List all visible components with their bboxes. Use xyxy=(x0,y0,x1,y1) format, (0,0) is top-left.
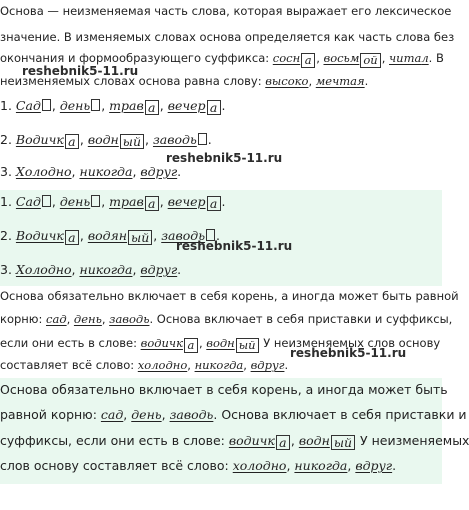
zero-ending-box xyxy=(198,133,207,145)
definition-line-4: неизменяемых словах основа равна слову: высоко, мечтая. xyxy=(0,74,369,88)
example-word-mechtaya: мечтая xyxy=(315,74,365,88)
watermark: reshebnik5-11.ru xyxy=(176,239,293,253)
watermark: reshebnik5-11.ru xyxy=(290,346,407,360)
example-row-1: 1. Сад , день , трав а , вечер а . xyxy=(0,194,226,211)
explanation-paragraph-2 xyxy=(0,378,469,484)
suffix-mark: л xyxy=(421,51,429,65)
explanation-line-3: суффиксы, если они есть в слове: водичк а , водн ый У неизменяемых xyxy=(0,433,469,450)
example-word-vysoko: высоко xyxy=(265,74,309,88)
watermark: reshebnik5-11.ru xyxy=(22,64,139,78)
examples-set-2 xyxy=(0,190,442,286)
example-row-2: 2. Водичк а , водян ый , заводь . xyxy=(0,228,221,245)
explanation-line-1: Основа обязательно включает в себя корень, а иногда может быть равной xyxy=(0,289,459,303)
example-word-sosna-stem: сосн xyxy=(272,51,301,65)
example-row-3: 3. Холодно, никогда, вдруг. xyxy=(0,262,182,277)
example-row-1: 1. Сад , день , трав а , вечер а . xyxy=(0,98,226,115)
examples-set-1 xyxy=(0,90,442,190)
ending-box: ой xyxy=(360,53,380,68)
watermark: reshebnik5-11.ru xyxy=(166,151,283,165)
explanation-line-3: если они есть в слове: водичк а , водн ый У неизменяемых слов основу xyxy=(0,336,441,352)
zero-ending-box xyxy=(91,99,100,111)
zero-ending-box xyxy=(42,195,51,207)
explanation-line-4: составляет всё слово: холодно, никогда, вдруг. xyxy=(0,358,289,372)
example-row-3: 3. Холодно, никогда, вдруг. xyxy=(0,164,182,179)
ending-box: а xyxy=(301,53,315,68)
definition-line-2: значение. В изменяемых словах основа определяется как часть слова без xyxy=(0,30,455,44)
explanation-line-2: равной корню: сад, день, заводь. Основа включает в себя приставки и xyxy=(0,407,467,422)
example-word-vosmoy-stem: восьм xyxy=(323,51,360,65)
explanation-line-1: Основа обязательно включает в себя корень, а иногда может быть xyxy=(0,382,448,397)
definition-line-3: окончания и формообразующего суффикса: сосн а , восьм ой , читал. В xyxy=(0,51,444,67)
explanation-line-2: корню: сад, день, заводь. Основа включает в себя приставки и суффиксы, xyxy=(0,312,453,326)
zero-ending-box xyxy=(91,195,100,207)
explanation-line-4: слов основу составляет всё слово: холодно, никогда, вдруг. xyxy=(0,458,397,473)
example-word-chital-stem: чита xyxy=(389,51,422,65)
definition-line-1: Основа — неизменяемая часть слова, которая выражает его лексическое xyxy=(0,4,452,18)
explanation-paragraph-1 xyxy=(0,286,459,378)
example-row-2: 2. Водичк а , водн ый , заводь . xyxy=(0,132,212,149)
zero-ending-box xyxy=(42,99,51,111)
